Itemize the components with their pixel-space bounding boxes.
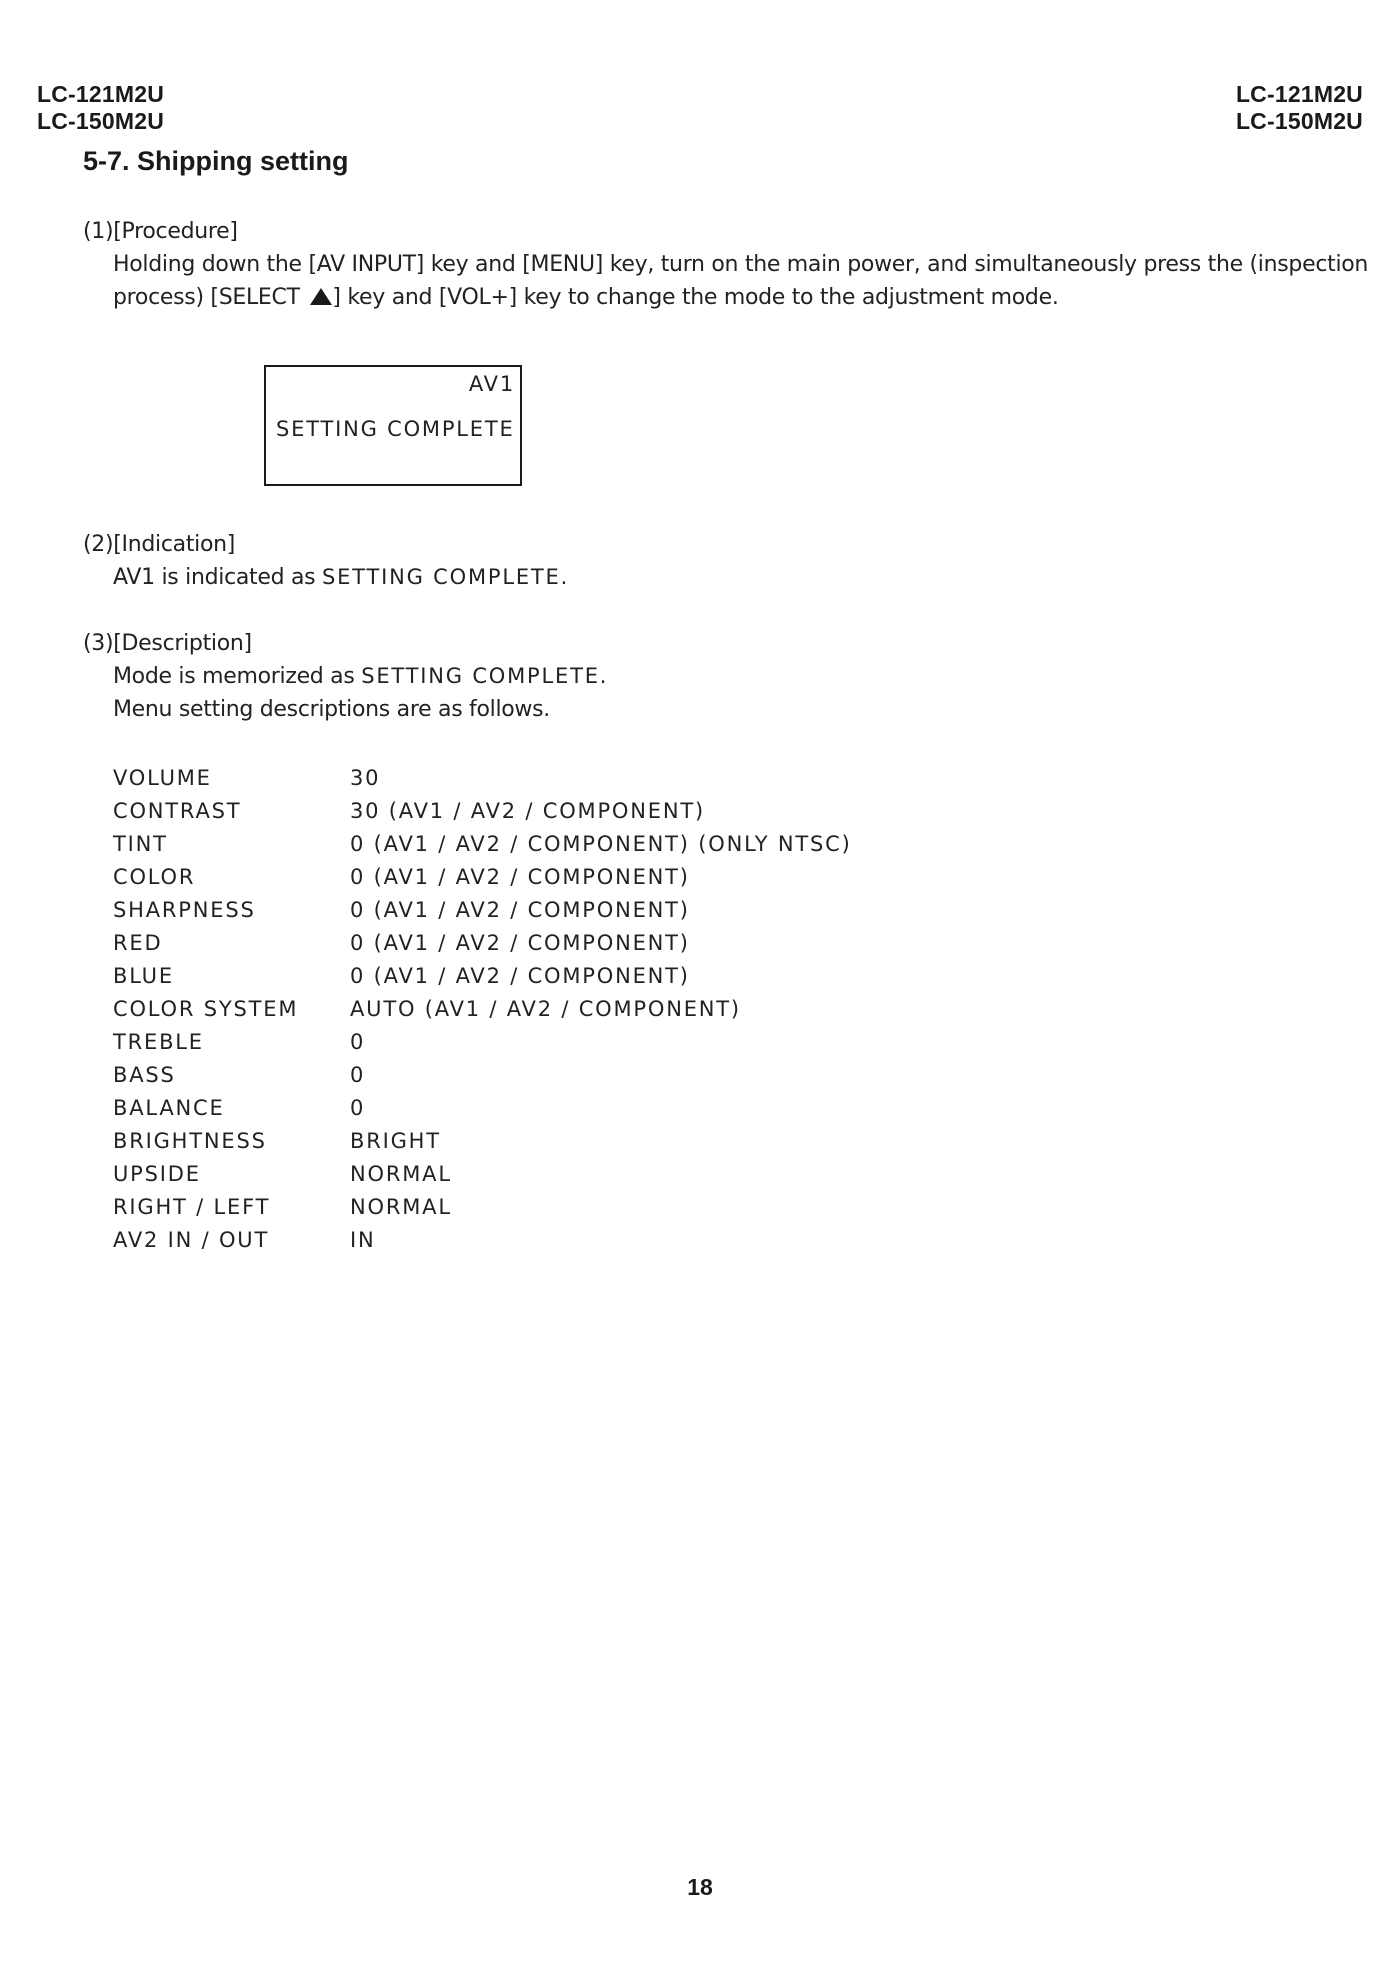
- setting-name: AV2 IN / OUT: [113, 1228, 270, 1252]
- setting-name: UPSIDE: [113, 1162, 201, 1186]
- setting-row: [113, 1026, 1013, 1059]
- setting-name: RIGHT / LEFT: [113, 1195, 271, 1219]
- setting-row: [113, 1224, 1013, 1257]
- setting-row: [113, 993, 1013, 1026]
- indication-status: SETTING COMPLETE.: [322, 565, 570, 589]
- indication-text-fragment: AV1 is indicated as: [113, 565, 323, 590]
- osd-input-label: AV1: [468, 372, 515, 396]
- description-text-line: Menu setting descriptions are as follows.: [113, 697, 550, 722]
- setting-row: [113, 1092, 1013, 1125]
- procedure-text-fragment: ] key and [VOL+] key to change the mode to the adjustment mode.: [332, 285, 1059, 310]
- setting-name: BRIGHTNESS: [113, 1129, 267, 1153]
- procedure-text-fragment: process) [SELECT: [113, 285, 307, 310]
- description-heading: (3)[Description]: [83, 631, 252, 656]
- header-model-left: [37, 81, 164, 135]
- setting-value: 0 (AV1 / AV2 / COMPONENT): [350, 865, 690, 889]
- setting-value: AUTO (AV1 / AV2 / COMPONENT): [350, 997, 741, 1021]
- model-number: LC-150M2U: [37, 108, 165, 134]
- setting-name: VOLUME: [113, 766, 212, 790]
- procedure-text-line: [113, 285, 1059, 310]
- header-model-right: [1236, 81, 1363, 135]
- description-text-line: [113, 664, 608, 689]
- setting-row: [113, 960, 1013, 993]
- setting-row: [113, 894, 1013, 927]
- page-number: 18: [687, 1874, 713, 1900]
- setting-value: NORMAL: [350, 1162, 452, 1186]
- setting-value: NORMAL: [350, 1195, 452, 1219]
- setting-row: [113, 1059, 1013, 1092]
- setting-row: [113, 927, 1013, 960]
- up-triangle-icon: [310, 288, 332, 305]
- setting-name: COLOR SYSTEM: [113, 997, 299, 1021]
- model-number: LC-150M2U: [1235, 108, 1363, 134]
- setting-row: [113, 795, 1013, 828]
- setting-name: TREBLE: [113, 1030, 204, 1054]
- model-number: LC-121M2U: [37, 81, 165, 107]
- procedure-heading: (1)[Procedure]: [83, 219, 238, 244]
- setting-value: 0 (AV1 / AV2 / COMPONENT): [350, 931, 690, 955]
- indication-heading: (2)[Indication]: [83, 532, 236, 557]
- setting-value: 0: [350, 1096, 366, 1120]
- setting-value: 30: [350, 766, 381, 790]
- setting-value: 0 (AV1 / AV2 / COMPONENT): [350, 964, 690, 988]
- setting-row: [113, 1191, 1013, 1224]
- setting-name: CONTRAST: [113, 799, 242, 823]
- setting-name: COLOR: [113, 865, 196, 889]
- settings-list: [113, 762, 1013, 1257]
- description-status: SETTING COMPLETE.: [361, 664, 609, 688]
- indication-text: [113, 565, 569, 590]
- setting-row: [113, 1125, 1013, 1158]
- setting-row: [113, 861, 1013, 894]
- setting-value: 0 (AV1 / AV2 / COMPONENT): [350, 898, 690, 922]
- setting-name: SHARPNESS: [113, 898, 256, 922]
- setting-name: BASS: [113, 1063, 176, 1087]
- setting-value: 30 (AV1 / AV2 / COMPONENT): [350, 799, 705, 823]
- osd-message: SETTING COMPLETE: [276, 417, 515, 441]
- procedure-text-line: Holding down the [AV INPUT] key and [MENU] key, turn on the main power, and simultaneously press the (inspection: [113, 252, 1369, 277]
- section-title: 5-7. Shipping setting: [83, 146, 349, 176]
- model-number: LC-121M2U: [1235, 81, 1363, 107]
- setting-name: BLUE: [113, 964, 174, 988]
- setting-value: 0 (AV1 / AV2 / COMPONENT) (ONLY NTSC): [350, 832, 852, 856]
- setting-value: IN: [350, 1228, 376, 1252]
- setting-name: TINT: [113, 832, 168, 856]
- setting-value: 0: [350, 1063, 366, 1087]
- setting-row: [113, 828, 1013, 861]
- setting-row: [113, 762, 1013, 795]
- setting-name: BALANCE: [113, 1096, 225, 1120]
- setting-value: BRIGHT: [350, 1129, 441, 1153]
- setting-value: 0: [350, 1030, 366, 1054]
- setting-name: RED: [113, 931, 163, 955]
- description-text-fragment: Mode is memorized as: [113, 664, 362, 689]
- osd-display-box: [264, 365, 522, 486]
- setting-row: [113, 1158, 1013, 1191]
